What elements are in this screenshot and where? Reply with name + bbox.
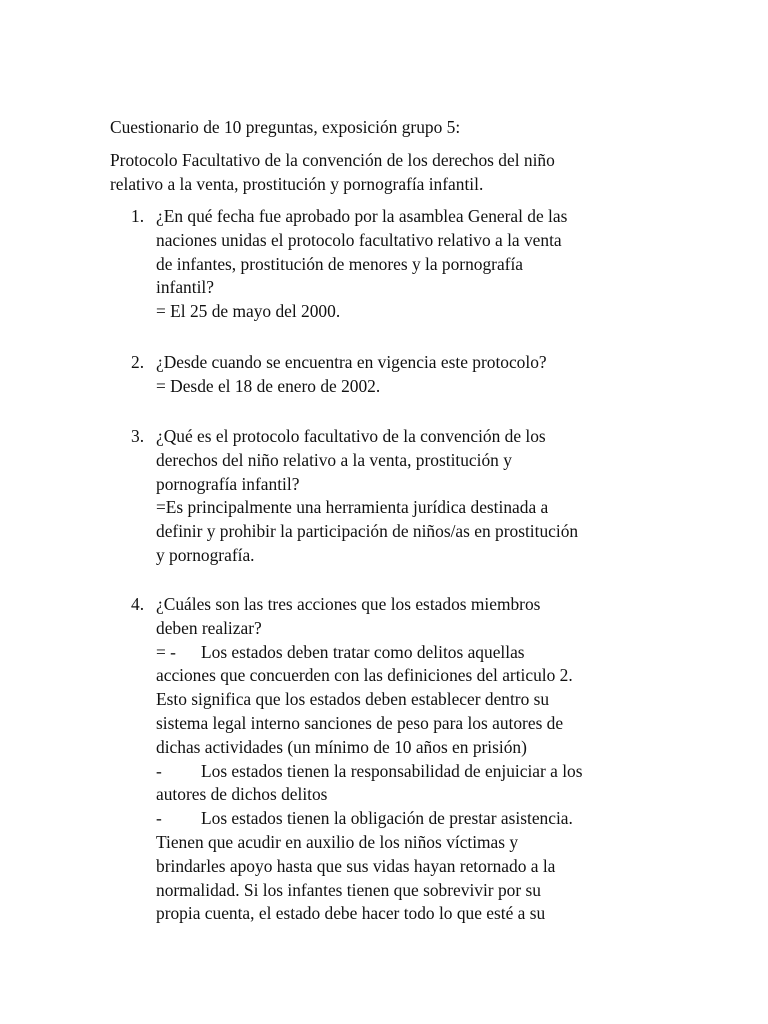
bullet-mark: - (156, 808, 162, 829)
answer-line: y pornografía. (156, 544, 255, 565)
answer-line: propia cuenta, el estado debe hacer todo lo que esté a su (156, 903, 546, 924)
answer-line: acciones que concuerden con las definiciones del articulo 2. (156, 665, 573, 686)
answer-line: definir y prohibir la participación de niños/as en prostitución (156, 521, 579, 542)
document-heading: Cuestionario de 10 preguntas, exposición grupo 5: (110, 117, 461, 137)
answer-line: =Es principalmente una herramienta jurídica destinada a (156, 497, 549, 518)
question-line: naciones unidas el protocolo facultativo relativo a la venta (156, 229, 562, 250)
answer-line: normalidad. Si los infantes tienen que sobrevivir por su (156, 879, 541, 900)
question-line: infantil? (156, 277, 214, 298)
question-text (156, 593, 696, 926)
bullet-mark: - (156, 760, 162, 781)
answer-line: autores de dichos delitos (156, 784, 328, 805)
answer-line: = El 25 de mayo del 2000. (156, 301, 341, 322)
question-line: derechos del niño relativo a la venta, prostitución y (156, 449, 512, 470)
subtitle-line: Protocolo Facultativo de la convención de los derechos del niño (110, 150, 555, 170)
answer-line: Tienen que acudir en auxilio de los niños víctimas y (156, 831, 519, 852)
document-subtitle (110, 149, 670, 197)
question-line: ¿Desde cuando se encuentra en vigencia este protocolo? (156, 352, 547, 372)
answer-bullet (156, 641, 696, 665)
answer-line: = Desde el 18 de enero de 2002. (156, 375, 381, 396)
question-line: ¿Qué es el protocolo facultativo de la convención de los (156, 426, 546, 446)
subtitle-line: relativo a la venta, prostitución y pornografía infantil. (110, 173, 484, 194)
question-number: 4. (131, 594, 145, 614)
answer-bullet (156, 760, 696, 784)
answer-line: brindarles apoyo hasta que sus vidas hayan retornado a la (156, 855, 556, 876)
question-text (156, 425, 696, 568)
bullet-text: Los estados deben tratar como delitos aquellas (201, 641, 525, 662)
question-text (156, 205, 696, 324)
question-number: 3. (131, 426, 145, 446)
question-number: 2. (131, 352, 145, 372)
question-line: de infantes, prostitución de menores y la pornografía (156, 253, 524, 274)
question-line: ¿En qué fecha fue aprobado por la asamblea General de las (156, 206, 568, 226)
bullet-text: Los estados tienen la obligación de prestar asistencia. (201, 808, 573, 829)
question-line: pornografía infantil? (156, 473, 300, 494)
question-line: ¿Cuáles son las tres acciones que los estados miembros (156, 594, 541, 614)
answer-line: Esto significa que los estados deben establecer dentro su (156, 689, 550, 710)
bullet-text: Los estados tienen la responsabilidad de enjuiciar a los (201, 760, 583, 781)
question-text (156, 351, 696, 399)
question-number: 1. (131, 206, 145, 226)
question-line: deben realizar? (156, 617, 262, 638)
bullet-mark: = - (156, 641, 176, 662)
answer-bullet (156, 807, 696, 831)
answer-line: sistema legal interno sanciones de peso para los autores de (156, 712, 564, 733)
answer-line: dichas actividades (un mínimo de 10 años en prisión) (156, 736, 527, 757)
